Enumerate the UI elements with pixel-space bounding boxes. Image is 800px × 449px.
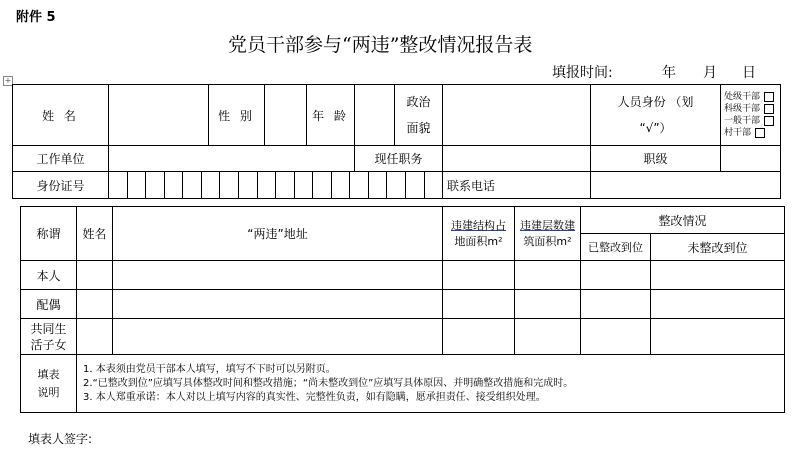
id-digit-box[interactable] <box>220 172 239 198</box>
identity-option[interactable] <box>724 91 780 103</box>
identity-option-label: 村干部 <box>724 128 752 138</box>
gender-input[interactable] <box>265 85 307 146</box>
notes-label-line2: 说明 <box>37 385 60 399</box>
political-label-line1: 政治 <box>406 95 431 109</box>
identity-option[interactable] <box>724 127 780 139</box>
table-cell-input[interactable] <box>113 261 443 290</box>
attachment-label: 附件 5 <box>16 10 56 25</box>
id-digit-box[interactable] <box>165 172 184 198</box>
name-col-header: 姓名 <box>77 207 113 261</box>
id-number-label: 身份证号 <box>13 172 109 199</box>
id-digit-box[interactable] <box>295 172 314 198</box>
current-post-input[interactable] <box>443 146 591 172</box>
area1-header-line1: 违建结构占 <box>451 218 506 232</box>
political-label <box>395 85 443 146</box>
id-number-input[interactable] <box>109 172 443 199</box>
fill-time-label: 填报时间: <box>552 65 613 81</box>
id-digit-box[interactable] <box>239 172 258 198</box>
table-cell-input[interactable] <box>581 319 651 355</box>
identity-option[interactable] <box>724 115 780 127</box>
id-digit-box[interactable] <box>425 172 443 198</box>
note-item: 2.“已整改到位”应填写具体整改时间和整改措施；“尚未整改到位”应填写具体原因、并明确整改措施和完成时。 <box>83 377 574 389</box>
id-digit-boxes <box>109 172 442 198</box>
id-digit-box[interactable] <box>313 172 332 198</box>
checkbox-icon[interactable] <box>764 92 774 102</box>
identity-option[interactable] <box>724 103 780 115</box>
rectification-table <box>20 206 785 413</box>
id-digit-box[interactable] <box>183 172 202 198</box>
identity-label <box>591 85 721 146</box>
identity-options <box>721 85 781 146</box>
gender-label: 性 别 <box>209 85 265 146</box>
table-cell-input[interactable] <box>515 261 581 290</box>
age-label: 年 龄 <box>307 85 355 146</box>
table-cell-input[interactable] <box>581 261 651 290</box>
table-cell-input[interactable] <box>515 290 581 319</box>
id-digit-box[interactable] <box>387 172 406 198</box>
table-cell-input[interactable] <box>443 261 515 290</box>
table-cell-input[interactable] <box>77 319 113 355</box>
rectify-col-header: 整改情况 <box>581 207 785 234</box>
table-cell-input[interactable] <box>651 290 785 319</box>
notes-label-line1: 填表 <box>37 367 60 381</box>
row-title-self: 本人 <box>21 261 77 290</box>
title-col-header: 称谓 <box>21 207 77 261</box>
table-cell-input[interactable] <box>515 319 581 355</box>
note-item: 1. 本表须由党员干部本人填写，填写不下时可以另附页。 <box>83 363 336 375</box>
area1-header-line2: 地面积m² <box>454 234 503 248</box>
id-digit-box[interactable] <box>350 172 369 198</box>
table-cell-input[interactable] <box>651 319 785 355</box>
address-col-header: “两违”地址 <box>113 207 443 261</box>
checkbox-icon[interactable] <box>755 128 765 138</box>
area1-col-header <box>443 207 515 261</box>
id-digit-box[interactable] <box>202 172 221 198</box>
id-digit-box[interactable] <box>406 172 425 198</box>
row-title-children: 共同生活子女 <box>21 319 77 355</box>
id-digit-box[interactable] <box>276 172 295 198</box>
table-cell-input[interactable] <box>443 290 515 319</box>
area2-header-line2: 筑面积m² <box>523 234 572 248</box>
checkbox-icon[interactable] <box>764 116 774 126</box>
id-digit-box[interactable] <box>258 172 277 198</box>
identity-option-label: 处级干部 <box>724 92 761 102</box>
id-digit-box[interactable] <box>146 172 165 198</box>
age-input[interactable] <box>355 85 395 146</box>
table-move-handle[interactable]: + <box>4 76 12 85</box>
rank-label: 职级 <box>591 146 721 172</box>
table-cell-input[interactable] <box>581 290 651 319</box>
work-unit-label: 工作单位 <box>13 146 109 172</box>
table-cell-input[interactable] <box>651 261 785 290</box>
current-post-label: 现任职务 <box>355 146 443 172</box>
personal-info-table <box>12 84 781 199</box>
table-cell-input[interactable] <box>77 290 113 319</box>
table-cell-input[interactable] <box>113 290 443 319</box>
name-label: 姓 名 <box>13 85 109 146</box>
area2-header-line1: 违建层数建 <box>520 218 575 232</box>
notes-label <box>21 355 77 413</box>
row-title-spouse: 配偶 <box>21 290 77 319</box>
area2-col-header <box>515 207 581 261</box>
identity-option-label: 科级干部 <box>724 104 761 114</box>
political-label-line2: 面貌 <box>406 121 431 135</box>
identity-option-label: 一般干部 <box>724 116 761 126</box>
id-digit-box[interactable] <box>369 172 388 198</box>
page-title: 党员干部参与“两违”整改情况报告表 <box>228 34 533 56</box>
note-item: 3. 本人郑重承诺：本人对以上填写内容的真实性、完整性负责，如有隐瞒，愿承担责任、接受组织处理。 <box>83 391 546 403</box>
id-digit-box[interactable] <box>128 172 147 198</box>
not-done-col-header: 未整改到位 <box>651 234 785 261</box>
table-cell-input[interactable] <box>443 319 515 355</box>
notes-content <box>77 355 785 413</box>
id-digit-box[interactable] <box>109 172 128 198</box>
table-cell-input[interactable] <box>77 261 113 290</box>
identity-label-line2: “√”） <box>639 121 672 135</box>
phone-input[interactable] <box>591 172 781 199</box>
name-input[interactable] <box>109 85 209 146</box>
done-col-header: 已整改到位 <box>581 234 651 261</box>
work-unit-input[interactable] <box>109 146 355 172</box>
signature-label: 填表人签字: <box>28 432 93 446</box>
rank-input[interactable] <box>721 146 781 172</box>
month-label: 月 <box>703 65 717 81</box>
table-cell-input[interactable] <box>113 319 443 355</box>
checkbox-icon[interactable] <box>764 104 774 114</box>
identity-label-line1: 人员身份 （划 <box>617 95 694 109</box>
id-digit-box[interactable] <box>332 172 351 198</box>
day-label: 日 <box>742 65 756 81</box>
phone-label: 联系电话 <box>443 172 591 199</box>
political-input[interactable] <box>443 85 591 146</box>
year-label: 年 <box>662 65 676 81</box>
